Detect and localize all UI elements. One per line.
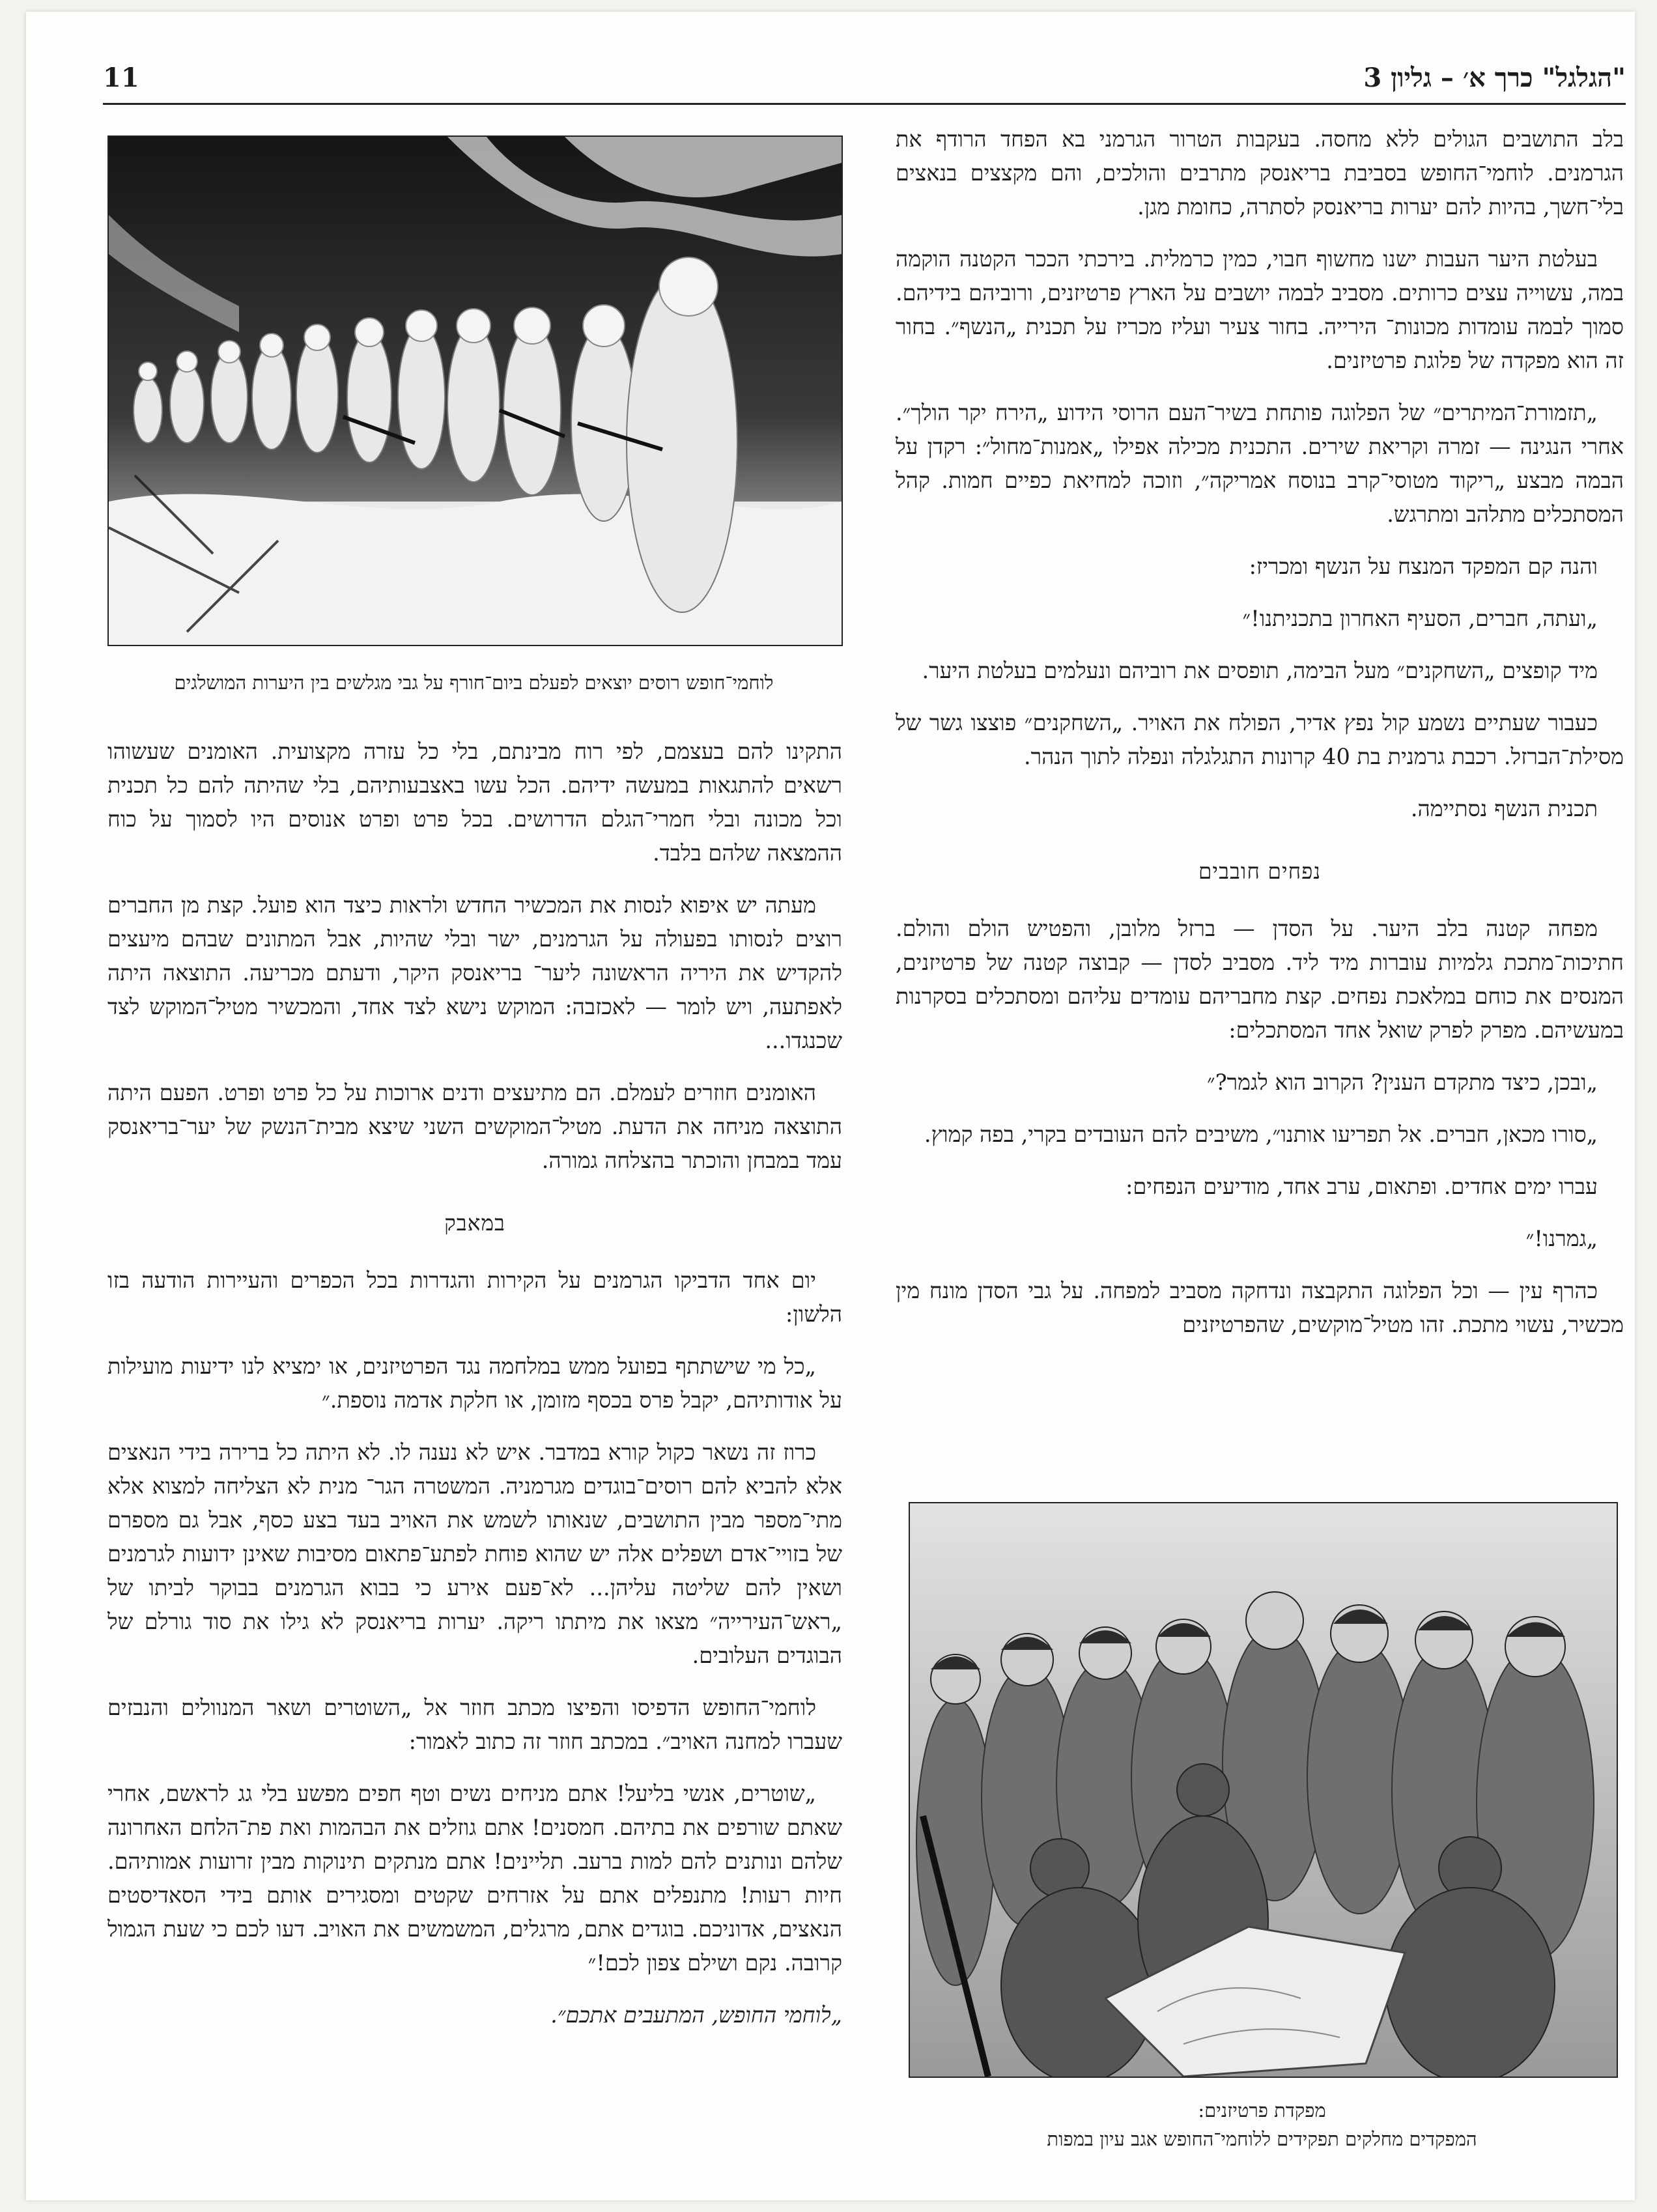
paragraph: התקינו להם בעצמם, לפי רוח מבינתם, בלי כל עזרה מקצועית. האומנים שעשוהו רשאים להתגאות במעשה ידיהם. הכל עשו באצבעותיהם, בלי שהיתה להם כל תכנית וכל מכונה ובלי חמרי־הגלם הדרושים. בכל פרט ופרט אנוסים היו לסמוך על כוח ההמצאה שלהם בלבד. bbox=[107, 739, 843, 866]
section-heading: במאבק bbox=[444, 1210, 505, 1236]
paragraph: כעבור שעתיים נשמע קול נפץ אדיר, הפולח את האויר. „השחקנים״ פוצצו גשר של מסילת־הברזל. רכבת גרמנית בת 40 קרונות התגלגלה ונפלה לתוך הנהר. bbox=[896, 710, 1624, 769]
paragraph: כרוז זה נשאר כקול קורא במדבר. איש לא נענה לו. לא היתה כל ברירה בידי הנאצים אלא להביא להם רוסים־בוגדים מגרמניה. המשטרה הגר־ מנית לא הצליחה למצוא אלא מתי־מספר מבין התושבים, שנאותו לשמש את האויב בעד בצע כסף, אבל גם מספרם של בזויי־אדם ושפלים אלה יש שהוא פוחת לפתע־פתאום מסיבות שאינן ידועות לגרמנים ושאין להם שליטה עליהן... לא־פעם אירע כי בבוא הגרמנים בבוקר לביתו של „ראש־העירייה״ מצאו את מיתתו ריקה. יערות בריאנסק לא גילו את סוד גורלם של הבוגדים העלובים. bbox=[107, 1439, 842, 1668]
paragraph: מפחה קטנה בלב היער. על הסדן — ברזל מלובן, והפטיש הולם והולם. חתיכות־מתכת גלמיות עוברות מיד ליד. מסביב לסדן — קבוצה קטנה של פרטיזנים, המנסים את כוחם במלאכת נפחים. קצת מחבריהם עומדים עליהם ומסתכלים בסקרנות במעשיהם. מפרק לפרק שואל אחד המסתכלים: bbox=[896, 916, 1624, 1043]
paragraph: בעלטת היער העבות ישנו מחשוף חבוי, כמין כרמלית. בירכתי הככר הקטנה הוקמה במה, עשוייה עצים כרותים. מסביב לבמה יושבים על הארץ פרטיזנים, ורוביהם בידיהם. סמוך לבמה עומדות מכונות־ הירייה. בחור צעיר ועליז מכריז על תכנית „הנשף״. בחור זה הוא מפקדה של פלוגת פרטיזנים. bbox=[896, 246, 1624, 373]
ski-partisans-image bbox=[109, 137, 842, 645]
paragraph: כהרף עין — וכל הפלוגה התקבצה ונדחקה מסביב למפחה. על גבי הסדן מונח מין מכשיר, עשוי מתכת. זהו מטיל־מוקשים, שהפרטיזנים bbox=[896, 1278, 1624, 1337]
photo-caption-bottom bbox=[909, 2096, 1615, 2153]
page-number: 11 bbox=[103, 63, 139, 93]
page-header bbox=[103, 57, 1626, 105]
photo-ski-partisans bbox=[107, 135, 843, 646]
paragraph: „ועתה, חברים, הסעיף האחרון בתכניתנו!״ bbox=[1242, 606, 1598, 631]
paragraph: תכנית הנשף נסתיימה. bbox=[1410, 796, 1598, 821]
left-column bbox=[107, 735, 842, 2032]
partisan-command-image bbox=[910, 1503, 1617, 2077]
paragraph: והנה קם המפקד המנצח על הנשף ומכריז: bbox=[1249, 554, 1598, 579]
section-heading: נפחים חובבים bbox=[1198, 858, 1322, 884]
paragraph: „שוטרים, אנשי בליעל! אתם מניחים נשים וטף חפים מפשע בלי גג לראשם, אחרי שאתם שורפים את בתיהם. חמסנים! אתם גוזלים את הבהמות ואת פת־הלחם האחרונה שלהם ונותנים להם למות ברעב. תליינים! אתם מנתקים תינוקות מבין זרועות אמותיהם. חיות רעות! מתנפלים אתם על אזרחים שקטים ומסגירים אותם בידי הסאדיסטים הנאצים, אדוניכם. בוגדים אתם, מרגלים, המשמשים את האויב. דעו לכם כי שעת הגמול קרובה. נקם ושילם צפון לכם!״ bbox=[107, 1781, 842, 1976]
paragraph: „גמרנו!״ bbox=[1525, 1226, 1598, 1251]
paragraph: „כל מי שישתתף בפועל ממש במלחמה נגד הפרטיזנים, או ימציא לנו ידיעות מועילות על אודותיהם, יקבל פרס בכסף מזומן, או חלקת אדמה נוספת.״ bbox=[107, 1354, 842, 1413]
caption-line-1: מפקדת פרטיזנים: bbox=[1198, 2099, 1326, 2121]
newspaper-page bbox=[26, 12, 1635, 2200]
paragraph: „תזמורת־המיתרים״ של הפלוגה פותחת בשיר־העם הרוסי הידוע „הירח יקר הולך״. אחרי הנגינה — זמרה וקריאת שירים. התכנית מכילה אפילו „אמנות־מחול״: רקדן על הבמה מבצע „ריקוד מטוסי־קרב בנוסח אמריקה״, וזוכה למחיאת כפיים חמות. קהל המסתכלים מתלהב ומתרגש. bbox=[896, 400, 1624, 527]
paragraph: מיד קופצים „השחקנים״ מעל הבימה, תופסים את רוביהם ונעלמים בעלטת היער. bbox=[922, 658, 1598, 683]
paragraph: בלב התושבים הגולים ללא מחסה. בעקבות הטרור הגרמני בא הפחד הרודף את הגרמנים. לוחמי־החופש בסביבת בריאנסק מתרבים והולכים, והם מקצצים בנאצים בלי־חשך, בהיות להם יערות בריאנסק לסתרה, כחומת מגן. bbox=[896, 126, 1624, 220]
photo-partisan-command bbox=[909, 1502, 1618, 2078]
running-title: "הגלגל" כרך א׳ – גליון 3 bbox=[1363, 63, 1626, 93]
paragraph: „סורו מכאן, חברים. אל תפריעו אותנו״, משיבים להם העובדים בקרי, בפה קמוץ. bbox=[924, 1122, 1598, 1147]
photo-caption-top: לוחמי־חופש רוסים יוצאים לפעלם ביום־חורף על גבי מגלשים בין היערות המושלגים bbox=[174, 672, 774, 694]
signature: „לוחמי החופש, המתעבים אתכם״. bbox=[550, 2002, 842, 2028]
paragraph: לוחמי־החופש הדפיסו והפיצו מכתב חוזר אל „השוטרים ושאר המנוולים והנבזים שעברו למחנה האויב״. במכתב חוזר זה כתוב לאמור: bbox=[107, 1695, 842, 1754]
paragraph: עברו ימים אחדים. ופתאום, ערב אחד, מודיעים הנפחים: bbox=[1126, 1174, 1598, 1199]
right-column bbox=[896, 122, 1624, 1342]
paragraph: האומנים חוזרים לעמלם. הם מתיעצים ודנים ארוכות על כל פרט ופרט. הפעם היתה התוצאה מניחה את הדעת. מטיל־המוקשים השני שיצא מבית־הנשק של יער־בריאנסק עמד במבחן והוכתר בהצלחה גמורה. bbox=[107, 1080, 842, 1173]
paragraph: מעתה יש איפוא לנסות את המכשיר החדש ולראות כיצד הוא פועל. קצת מן החברים רוצים לנסותו בפעולה על הגרמנים, ישר ובלי שהיות, אבל המתונים שבהם מיעצים להקדיש את היריה הראשונה ליער־ בריאנסק היקר, ודעתם מכריעה. התוצאה היתה לאפתעה, ויש לומר — לאכזבה: המוקש נישא לצד אחד, והמכשיר מטיל־המוקש לצד שכנגדו... bbox=[107, 892, 842, 1053]
paragraph: יום אחד הדביקו הגרמנים על הקירות והגדרות בכל הכפרים והעיירות הודעה בזו הלשון: bbox=[107, 1268, 842, 1327]
caption-line-2: המפקדים מחלקים תפקידים ללוחמי־החופש אגב עיון במפות bbox=[1047, 2128, 1477, 2150]
paragraph: „ובכן, כיצד מתקדם הענין? הקרוב הוא לגמר?״ bbox=[1206, 1070, 1598, 1095]
